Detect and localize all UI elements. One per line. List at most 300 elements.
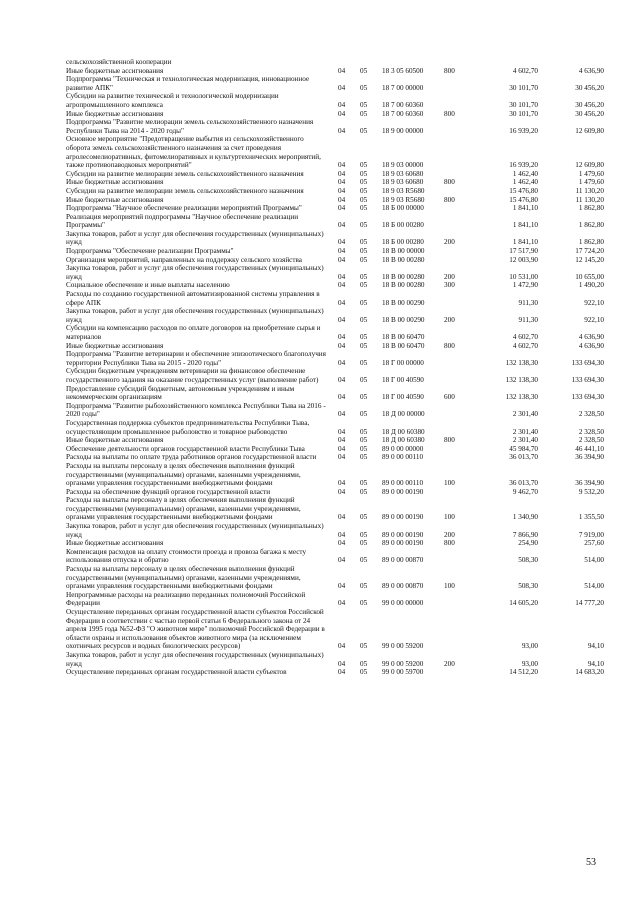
row-name: Иные бюджетные ассигнования [66, 539, 164, 548]
row-amount-2: 14 683,20 [575, 668, 604, 677]
row-subsection: 05 [360, 298, 368, 307]
table-row [66, 342, 604, 351]
row-amount-2: 1 479,60 [578, 169, 604, 178]
row-subsection: 05 [360, 358, 368, 367]
table-row [66, 196, 604, 205]
row-subsection: 05 [360, 479, 368, 488]
row-name: Расходы на выплаты персоналу в целях обеспечения выполнения функций государственными (муниципальными) органами, казенными учреждениями, органами управления государственными внебюджетными фондами [66, 565, 301, 591]
row-name: Закупка товаров, работ и услуг для обеспечения государственных (муниципальных) нужд [66, 650, 324, 668]
row-subsection: 05 [360, 375, 368, 384]
row-name: Расходы на обеспечение функций органов государственной власти [66, 487, 271, 496]
row-amount-2: 1 355,50 [578, 513, 604, 522]
row-target-code: 99 0 00 59700 [382, 668, 424, 677]
row-target-code: 18 9 03 00000 [382, 161, 424, 170]
table-row [66, 204, 604, 213]
row-subsection: 05 [360, 126, 368, 135]
row-section: 04 [338, 298, 346, 307]
row-section: 04 [338, 539, 346, 548]
row-name: Непрограммные расходы на реализацию переданных полномочий Российской Федерации [66, 590, 306, 608]
row-expense-type: 800 [444, 341, 455, 350]
row-name: Субсидии на развитие технической и технологической модернизации агропромышленного комплекса [66, 92, 279, 109]
row-subsection: 05 [360, 436, 368, 445]
row-amount-2: 1 479,60 [578, 178, 604, 187]
table-row [66, 565, 604, 591]
row-target-code: 18 9 03 60680 [382, 178, 424, 187]
row-amount-2: 922,10 [584, 298, 604, 307]
row-expense-type [444, 135, 474, 169]
table-row [66, 110, 604, 119]
row-amount-1: 2 301,40 [512, 427, 538, 436]
row-amount-1: 30 101,70 [509, 109, 538, 118]
row-section: 04 [338, 83, 346, 92]
row-amount-2: 46 441,10 [575, 444, 604, 453]
row-name: Подпрограмма "Развитие рыбохозяйственного комплекса Республики Тыва на 2016 - 2020 годы" [66, 401, 326, 419]
row-section: 04 [338, 556, 346, 565]
table-row [66, 591, 604, 608]
row-expense-type [444, 247, 474, 256]
row-subsection: 05 [360, 582, 368, 591]
row-section: 04 [338, 659, 346, 668]
row-target-code: 18 7 00 60360 [382, 109, 424, 118]
row-amount-2: 4 636,90 [578, 333, 604, 341]
row-subsection: 05 [360, 444, 368, 453]
row-amount-2: 10 655,00 [575, 272, 604, 281]
table-row [66, 445, 604, 454]
row-section: 04 [338, 453, 346, 462]
row-amount-1: 2 301,40 [512, 436, 538, 445]
row-target-code: 18 9 03 60680 [382, 169, 424, 178]
row-amount-1: 7 866,90 [512, 530, 538, 539]
row-section: 04 [338, 238, 346, 247]
table-row [66, 187, 604, 196]
table-row [66, 213, 604, 230]
row-target-code: 18 В 00 60470 [382, 341, 425, 350]
row-subsection: 05 [360, 513, 368, 522]
row-name: Иные бюджетные ассигнования [66, 178, 164, 187]
row-amount-2: 922,10 [584, 315, 604, 324]
table-row [66, 58, 604, 67]
row-amount-2: 17 724,20 [575, 247, 604, 256]
row-expense-type [444, 350, 474, 367]
row-amount-1: 508,30 [518, 582, 538, 591]
row-amount-2: 1 862,80 [578, 238, 604, 247]
row-name: Закупка товаров, работ и услуг для обеспечения государственных (муниципальных) нужд [66, 307, 324, 324]
row-subsection: 05 [360, 255, 368, 264]
row-amount-1: 17 517,90 [509, 247, 538, 256]
row-name: Подпрограмма "Техническая и технологическая модернизация, инновационное развитие АПК" [66, 75, 310, 92]
table-row [66, 170, 604, 179]
row-section: 04 [338, 169, 346, 178]
row-expense-type [444, 488, 474, 497]
row-target-code: 99 0 00 59200 [382, 659, 424, 668]
row-section: 04 [338, 281, 346, 290]
row-target-code: 99 0 00 00000 [382, 599, 424, 608]
row-amount-1: 1 462,40 [512, 178, 538, 187]
table-row [66, 264, 604, 281]
row-name: Подпрограмма "Обеспечение реализации Программы" [66, 247, 234, 256]
row-target-code [382, 58, 444, 67]
row-amount-1: 36 013,70 [509, 479, 538, 488]
row-subsection [360, 58, 382, 67]
row-subsection: 05 [360, 642, 368, 651]
row-amount-1: 1 841,10 [512, 238, 538, 247]
row-subsection: 05 [360, 599, 368, 608]
row-amount-2: 133 694,30 [571, 358, 604, 367]
row-name: Реализация мероприятий подпрограммы "Научное обеспечение реализации Программы" [66, 212, 299, 230]
row-target-code: 89 0 00 00110 [382, 479, 424, 488]
row-subsection: 05 [360, 427, 368, 436]
table-row [66, 522, 604, 539]
row-name: Субсидии на компенсацию расходов по оплате договоров на приобретение сырья и материалов [66, 324, 321, 341]
row-expense-type: 200 [444, 315, 455, 324]
table-row [66, 668, 604, 677]
row-section: 04 [338, 668, 346, 677]
table-row [66, 324, 604, 341]
row-amount-1: 93,00 [521, 659, 538, 668]
row-amount-2: 2 328,50 [578, 427, 604, 436]
row-amount-1: 911,30 [518, 298, 538, 307]
row-expense-type: 800 [444, 109, 455, 118]
row-amount-2: 514,00 [584, 556, 604, 565]
row-amount-2: 36 394,90 [575, 453, 604, 462]
row-expense-type: 200 [444, 659, 455, 668]
row-subsection: 05 [360, 100, 368, 109]
row-amount-1: 1 472,90 [512, 281, 538, 290]
row-amount-2: 4 636,90 [578, 66, 604, 75]
row-subsection: 05 [360, 178, 368, 187]
row-expense-type [444, 187, 474, 196]
row-section [334, 58, 360, 67]
row-subsection: 05 [360, 410, 368, 419]
row-amount-2: 94,10 [587, 659, 604, 668]
budget-table-body [66, 58, 604, 677]
row-name: Субсидии на развитие мелиорации земель сельскохозяйственного назначения [66, 169, 304, 178]
row-expense-type [444, 548, 474, 565]
row-expense-type [444, 445, 474, 454]
budget-table [66, 58, 604, 677]
row-amount-1: 1 340,90 [512, 513, 538, 522]
row-name: Субсидии на развитие мелиорации земель сельскохозяйственного назначения [66, 186, 304, 195]
row-section: 04 [338, 109, 346, 118]
row-expense-type [444, 453, 474, 462]
row-name: Осуществление переданных органам государственной власти субъектов [66, 668, 287, 677]
row-section: 04 [338, 410, 346, 419]
row-amount-1: 1 841,10 [512, 221, 538, 230]
row-subsection: 05 [360, 281, 368, 290]
row-subsection: 05 [360, 453, 368, 462]
row-target-code: 18 Д 00 60380 [382, 427, 425, 436]
row-section: 04 [338, 333, 346, 341]
row-amount-1: 36 013,70 [509, 453, 538, 462]
row-target-code: 18 В 00 00280 [382, 255, 425, 264]
row-target-code: 18 В 00 00280 [382, 281, 425, 290]
row-subsection: 05 [360, 204, 368, 213]
row-section: 04 [338, 66, 346, 75]
row-section: 04 [338, 444, 346, 453]
row-target-code: 18 Б 00 00000 [382, 204, 424, 213]
table-row [66, 118, 604, 135]
row-expense-type: 100 [444, 582, 455, 591]
row-expense-type [444, 591, 474, 608]
row-amount-1: 132 138,30 [505, 358, 538, 367]
row-amount-1: 14 605,20 [509, 599, 538, 608]
row-expense-type [444, 118, 474, 135]
row-amount-1: 15 476,80 [509, 186, 538, 195]
row-name: Подпрограмма "Развитие мелиорации земель сельскохозяйственного назначения Республики Тыва на 2014 - 2020 годы" [66, 118, 314, 135]
row-expense-type: 100 [444, 513, 455, 522]
row-section: 04 [338, 255, 346, 264]
row-expense-type: 300 [444, 281, 455, 290]
row-amount-1: 16 939,20 [509, 126, 538, 135]
row-section: 04 [338, 375, 346, 384]
row-target-code: 18 3 05 60500 [382, 66, 424, 75]
row-amount-2: 36 394,90 [575, 479, 604, 488]
row-name: Закупка товаров, работ и услуг для обеспечения государственных (муниципальных) нужд [66, 264, 324, 281]
row-target-code: 89 0 00 00870 [382, 556, 424, 565]
row-amount-2: 1 862,80 [578, 221, 604, 230]
row-expense-type [444, 419, 474, 436]
row-expense-type: 800 [444, 539, 455, 548]
row-expense-type: 800 [444, 436, 455, 445]
table-row [66, 290, 604, 307]
table-row [66, 350, 604, 367]
row-expense-type: 800 [444, 195, 455, 204]
row-subsection: 05 [360, 195, 368, 204]
table-row [66, 539, 604, 548]
row-name: Государственная поддержка субъектов предпринимательства Республики Тыва, осуществляющим промышленное рыболовство и товарное рыбоводство [66, 418, 310, 436]
row-section: 04 [338, 100, 346, 109]
table-row [66, 453, 604, 462]
table-row [66, 436, 604, 445]
row-target-code: 18 В 00 00290 [382, 298, 425, 307]
row-subsection: 05 [360, 221, 368, 230]
row-subsection: 05 [360, 530, 368, 539]
row-name: Организация мероприятий, направленных на поддержку сельского хозяйства [66, 255, 302, 264]
row-amount-1: 508,30 [518, 556, 538, 565]
row-section: 04 [338, 513, 346, 522]
row-name: Иные бюджетные ассигнования [66, 195, 164, 204]
row-name: Расходы на выплаты персоналу в целях обеспечения выполнения функций государственными (муниципальными) органами, казенными учреждениями, органами управления государственными внебюджетными фондами [66, 496, 301, 522]
table-row [66, 462, 604, 488]
row-section: 04 [338, 642, 346, 651]
row-target-code: 18 Г 00 00000 [382, 358, 424, 367]
table-row [66, 247, 604, 256]
row-expense-type [444, 256, 474, 265]
row-section: 04 [338, 161, 346, 170]
row-section: 04 [338, 186, 346, 195]
row-amount-1: 1 462,40 [512, 169, 538, 178]
row-target-code: 18 Д 00 60380 [382, 436, 425, 445]
row-amount-1: 12 003,90 [509, 255, 538, 264]
row-expense-type [444, 367, 474, 384]
row-name: Основное мероприятие "Предотвращение выбытия из сельскохозяйственного оборота земель сельскохозяйственного назначения за счет проведения агролесомелиоративных, фитомелиоративных и культуртехнических мероприятий, также противопаводковых мероприятий" [66, 135, 321, 170]
table-row [66, 230, 604, 247]
row-amount-2: 1 862,80 [578, 204, 604, 213]
row-amount-1: 16 939,20 [509, 161, 538, 170]
table-row [66, 75, 604, 92]
row-expense-type [444, 58, 474, 67]
row-name: сельскохозяйственной кооперации [66, 58, 172, 66]
row-section: 04 [338, 247, 346, 256]
row-target-code: 18 В 00 00000 [382, 247, 425, 256]
row-amount-2: 1 490,20 [578, 281, 604, 290]
row-section: 04 [338, 487, 346, 496]
row-target-code: 18 Д 00 00000 [382, 410, 425, 419]
row-subsection: 05 [360, 393, 368, 402]
row-target-code: 18 9 03 R5680 [382, 195, 425, 204]
row-target-code: 89 0 00 00190 [382, 539, 424, 548]
row-amount-2: 514,00 [584, 582, 604, 591]
row-section: 04 [338, 315, 346, 324]
row-section: 04 [338, 204, 346, 213]
row-expense-type: 200 [444, 272, 455, 281]
row-subsection: 05 [360, 272, 368, 281]
row-amount-2: 12 609,80 [575, 161, 604, 170]
table-row [66, 256, 604, 265]
row-section: 04 [338, 582, 346, 591]
page-number: 53 [586, 857, 596, 868]
row-subsection: 05 [360, 109, 368, 118]
table-row [66, 281, 604, 290]
row-amount-1: 132 138,30 [505, 375, 538, 384]
row-amount-2: 12 609,80 [575, 126, 604, 135]
row-section: 04 [338, 221, 346, 230]
row-amount-1: 30 101,70 [509, 100, 538, 109]
row-expense-type [444, 402, 474, 419]
row-section: 04 [338, 341, 346, 350]
table-row [66, 135, 604, 169]
row-expense-type: 100 [444, 479, 455, 488]
row-amount-1: 15 476,80 [509, 195, 538, 204]
row-name: Предоставление субсидий бюджетным, автономным учреждениям и иным некоммерческим организациям [66, 384, 295, 402]
row-section: 04 [338, 479, 346, 488]
row-target-code: 99 0 00 59200 [382, 642, 424, 651]
row-name: Подпрограмма "Научное обеспечение реализации мероприятий Программы" [66, 204, 302, 213]
row-section: 04 [338, 393, 346, 402]
table-row [66, 496, 604, 522]
table-row [66, 651, 604, 668]
row-amount-2: 257,60 [584, 539, 604, 548]
table-row [66, 92, 604, 109]
row-expense-type: 600 [444, 393, 455, 402]
table-row [66, 367, 604, 384]
row-subsection: 05 [360, 186, 368, 195]
row-amount-2: 133 694,30 [571, 375, 604, 384]
row-amount-2: 30 456,20 [575, 83, 604, 92]
row-section: 04 [338, 599, 346, 608]
row-amount-1: 2 301,40 [512, 410, 538, 419]
row-amount-1 [474, 58, 542, 67]
table-row [66, 608, 604, 651]
row-subsection: 05 [360, 333, 368, 341]
row-amount-2 [542, 58, 604, 67]
row-name: Подпрограмма "Развитие ветеринарии и обеспечение эпизоотического благополучия территории Республики Тыва на 2015 - 2020 годы" [66, 350, 326, 367]
row-target-code: 18 В 00 00280 [382, 272, 425, 281]
row-amount-2: 4 636,90 [578, 341, 604, 350]
row-name: Субсидии бюджетным учреждениям ветеринарии на финансовое обеспечение государственного задания на оказание государственных услуг (выполнение работ) [66, 367, 319, 384]
row-amount-2: 7 919,00 [578, 530, 604, 539]
table-row [66, 307, 604, 324]
row-amount-1: 254,90 [518, 539, 538, 548]
row-name: Закупка товаров, работ и услуг для обеспечения государственных (муниципальных) нужд [66, 522, 324, 539]
row-subsection: 05 [360, 169, 368, 178]
row-amount-2: 11 130,20 [575, 195, 604, 204]
row-name: Иные бюджетные ассигнования [66, 66, 164, 75]
row-section: 04 [338, 530, 346, 539]
row-amount-2: 9 532,20 [578, 487, 604, 496]
row-amount-2: 133 694,30 [571, 393, 604, 402]
row-name: Иные бюджетные ассигнования [66, 109, 164, 118]
row-expense-type [444, 324, 474, 341]
row-subsection: 05 [360, 487, 368, 496]
row-expense-type: 200 [444, 530, 455, 539]
row-target-code: 89 0 00 00190 [382, 487, 424, 496]
row-amount-1: 14 512,20 [509, 668, 538, 677]
row-expense-type: 200 [444, 238, 455, 247]
row-target-code: 18 Г 00 40590 [382, 375, 424, 384]
row-target-code: 18 В 00 60470 [382, 333, 425, 341]
row-expense-type [444, 204, 474, 213]
row-name: Осуществление переданных органам государственной власти субъектов Российской Федерации в соответствии с частью первой статьи 6 Федерального закона от 24 апреля 1995 года №52-ФЗ "О животном мире" полномочий Российской Федерации в области охраны и использования объектов животного мира (за исключением охотничьих ресурсов и водных биологических ресурсов) [66, 608, 325, 651]
row-amount-1: 4 602,70 [512, 333, 538, 341]
row-amount-2: 30 456,20 [575, 100, 604, 109]
row-expense-type [444, 290, 474, 307]
row-section: 04 [338, 427, 346, 436]
row-target-code: 18 7 00 00000 [382, 83, 424, 92]
row-amount-1: 4 602,70 [512, 341, 538, 350]
row-amount-2: 30 456,20 [575, 109, 604, 118]
row-target-code: 18 7 00 60360 [382, 100, 424, 109]
row-subsection: 05 [360, 668, 368, 677]
row-target-code: 18 9 03 R5680 [382, 186, 425, 195]
row-expense-type [444, 608, 474, 651]
row-subsection: 05 [360, 161, 368, 170]
row-amount-2: 2 328,50 [578, 436, 604, 445]
row-name: Иные бюджетные ассигнования [66, 341, 164, 350]
row-amount-2: 11 130,20 [575, 186, 604, 195]
row-amount-2: 2 328,50 [578, 410, 604, 419]
row-name: Расходы на выплаты персоналу в целях обеспечения выполнения функций государственными (муниципальными) органами, казенными учреждениями, органами управления государственными внебюджетными фондами [66, 461, 301, 488]
row-name: Социальное обеспечение и иные выплаты населению [66, 281, 230, 290]
table-row [66, 402, 604, 419]
row-amount-1: 93,00 [521, 642, 538, 651]
table-row [66, 67, 604, 76]
row-target-code: 18 В 00 00290 [382, 315, 425, 324]
row-subsection: 05 [360, 247, 368, 256]
row-section: 04 [338, 436, 346, 445]
row-section: 04 [338, 272, 346, 281]
row-name: Обеспечение деятельности органов государственной власти Республики Тыва [66, 444, 305, 453]
row-subsection: 05 [360, 66, 368, 75]
table-row [66, 488, 604, 497]
row-section: 04 [338, 178, 346, 187]
row-expense-type [444, 668, 474, 677]
row-subsection: 05 [360, 341, 368, 350]
row-amount-1: 132 138,30 [505, 393, 538, 402]
row-name: Компенсация расходов на оплату стоимости проезда и провоза багажа к месту использования отпуска и обратно [66, 547, 307, 565]
table-row [66, 178, 604, 187]
row-amount-2: 94,10 [587, 642, 604, 651]
row-expense-type: 800 [444, 178, 455, 187]
row-expense-type: 800 [444, 66, 455, 75]
row-target-code: 18 9 00 00000 [382, 126, 424, 135]
row-target-code: 89 0 00 00190 [382, 530, 424, 539]
row-subsection: 05 [360, 83, 368, 92]
row-section: 04 [338, 126, 346, 135]
row-target-code: 18 Б 00 00280 [382, 221, 424, 230]
row-amount-1: 4 602,70 [512, 66, 538, 75]
row-subsection: 05 [360, 315, 368, 324]
